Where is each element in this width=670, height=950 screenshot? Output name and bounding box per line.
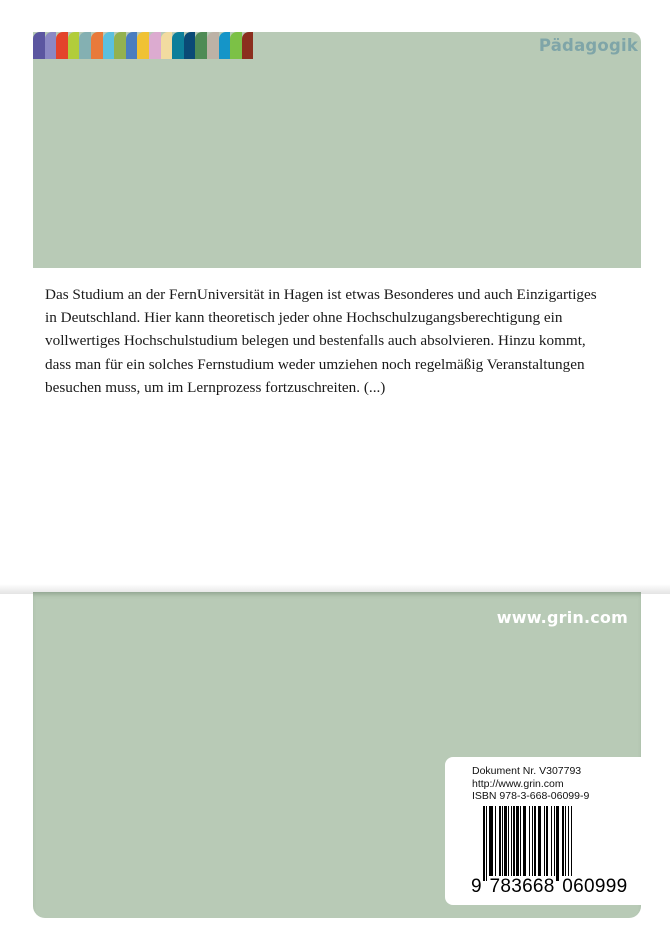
cover-top-panel xyxy=(33,32,641,268)
color-tab xyxy=(91,32,103,59)
color-tab xyxy=(207,32,219,59)
barcode-digit-group: 783668 xyxy=(489,876,555,897)
isbn-info xyxy=(472,765,589,803)
blurb-line: in Deutschland. Hier kann theoretisch jeder ohne Hochschulzugangsberechtigung ein xyxy=(45,309,563,327)
document-number: Dokument Nr. V307793 xyxy=(472,765,582,777)
color-tab xyxy=(195,32,207,59)
barcode-icon xyxy=(483,806,630,881)
color-tab xyxy=(33,32,45,59)
color-tab xyxy=(172,32,184,59)
isbn-number: ISBN 978-3-668-06099-9 xyxy=(472,790,590,803)
barcode-bar xyxy=(572,806,573,881)
color-tab xyxy=(56,32,68,59)
category-label: Pädagogik xyxy=(538,36,638,55)
color-tab xyxy=(219,32,231,59)
publisher-url: http://www.grin.com xyxy=(472,777,564,790)
color-tab xyxy=(137,32,149,59)
color-tab xyxy=(184,32,196,59)
color-tab xyxy=(114,32,126,59)
color-tab xyxy=(126,32,138,59)
color-tab xyxy=(103,32,115,59)
color-tab xyxy=(161,32,173,59)
barcode-digits xyxy=(470,876,628,898)
barcode-digit-group: 9 xyxy=(471,876,482,897)
color-tabs-strip xyxy=(33,32,253,59)
color-tab xyxy=(230,32,242,59)
publisher-website: www.grin.com xyxy=(496,608,628,627)
blurb-text xyxy=(45,283,635,399)
barcode-digit-group: 060999 xyxy=(562,876,628,897)
color-tab xyxy=(242,32,254,59)
blurb-line: Das Studium an der FernUniversität in Hagen ist etwas Besonderes und auch Einzigartiges xyxy=(45,286,597,303)
color-tab xyxy=(68,32,80,59)
blurb-line: besuchen muss, um im Lernprozess fortzuschreiten. (...) xyxy=(45,378,386,396)
blurb-line: dass man für ein solches Fernstudium weder umziehen noch regelmäßig Veranstaltungen xyxy=(45,355,585,373)
color-tab xyxy=(149,32,161,59)
blurb-line: vollwertiges Hochschulstudium belegen und bestenfalls auch absolvieren. Hinzu kommt, xyxy=(45,332,586,350)
color-tab xyxy=(79,32,91,59)
color-tab xyxy=(45,32,57,59)
